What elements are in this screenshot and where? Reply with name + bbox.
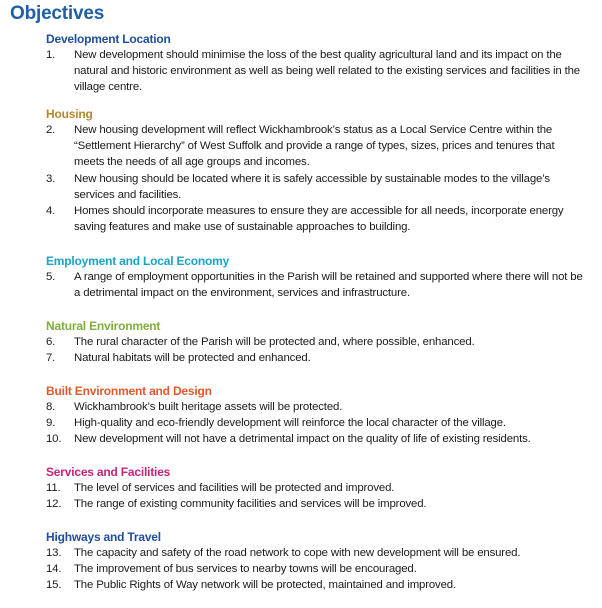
objective-number: 3.: [46, 172, 56, 185]
objective-text: New development should minimise the loss of the best quality agricultural land and its impact on the natural and historic environment as well as being well related to the existing services and facilities in the village centre.: [74, 49, 580, 94]
objective-item: [46, 415, 586, 431]
objective-text: The Public Rights of Way network will be protected, maintained and improved.: [74, 579, 456, 592]
objective-item: [46, 561, 586, 577]
objective-number: 7.: [46, 352, 56, 365]
objective-number: 10.: [46, 433, 62, 446]
section-heading: Natural Environment: [46, 319, 161, 333]
objective-item: [46, 399, 586, 415]
objective-text: New housing should be located where it is safely accessible by sustainable modes to the village’s services and facilities.: [74, 172, 550, 201]
objective-item: [46, 334, 586, 350]
objective-text: The capacity and safety of the road network to cope with new development will be ensured.: [74, 547, 521, 559]
section-heading: Housing: [46, 107, 93, 121]
objective-item: [46, 545, 586, 561]
objective-item: [46, 47, 586, 96]
objective-item: [46, 122, 586, 171]
section-employment: [46, 253, 586, 301]
objective-number: 6.: [46, 336, 56, 348]
objective-text: Wickhambrook’s built heritage assets will be protected.: [74, 401, 343, 413]
section-heading: Services and Facilities: [46, 465, 171, 479]
objective-text: New housing development will reflect Wickhambrook’s status as a Local Service Centre within the “Settlement Hierarchy” of West Suffolk and provide a range of types, sizes, prices and tenures that meets the needs of all age groups and incomes.: [74, 124, 555, 169]
section-development-location: [46, 31, 586, 96]
objective-text: The level of services and facilities will be protected and improved.: [74, 482, 395, 494]
objective-number: 8.: [46, 401, 56, 413]
objective-item: [46, 577, 586, 593]
objective-number: 4.: [46, 205, 56, 218]
objective-number: 13.: [46, 547, 62, 559]
objective-text: The rural character of the Parish will be protected and, where possible, enhanced.: [74, 336, 475, 348]
objective-text: The range of existing community facilities and services will be improved.: [74, 498, 427, 511]
objective-item: [46, 350, 586, 366]
section-housing: [46, 106, 586, 235]
objective-item: [46, 171, 586, 203]
objective-number: 5.: [46, 271, 56, 283]
objective-item: [46, 269, 586, 301]
objective-number: 1.: [46, 49, 56, 61]
objective-number: 14.: [46, 563, 62, 576]
section-heading: Development Location: [46, 32, 171, 46]
section-highways-travel: [46, 529, 586, 594]
objective-text: High-quality and eco-friendly development will reinforce the local character of the village.: [74, 417, 506, 430]
objective-number: 2.: [46, 124, 56, 136]
objective-text: Natural habitats will be protected and enhanced.: [74, 352, 311, 365]
objective-text: A range of employment opportunities in the Parish will be retained and supported where there will not be a detrimental impact on the environment, services and infrastructure.: [74, 271, 583, 300]
objective-text: The improvement of bus services to nearby towns will be encouraged.: [74, 563, 417, 576]
objective-number: 15.: [46, 579, 62, 592]
section-heading: Built Environment and Design: [46, 384, 212, 398]
objective-item: [46, 431, 586, 447]
objective-number: 9.: [46, 417, 56, 430]
section-built-environment: [46, 383, 586, 448]
objective-text: New development will not have a detrimental impact on the quality of life of existing residents.: [74, 433, 531, 446]
objective-item: [46, 480, 586, 496]
objective-number: 12.: [46, 498, 62, 511]
section-services-facilities: [46, 464, 586, 512]
page-title: Objectives: [10, 3, 105, 24]
objective-item: [46, 496, 586, 512]
objective-item: [46, 203, 586, 235]
section-natural-environment: [46, 318, 586, 366]
objective-number: 11.: [46, 482, 61, 494]
section-heading: Employment and Local Economy: [46, 254, 230, 268]
objective-text: Homes should incorporate measures to ensure they are accessible for all needs, incorporate energy saving features and make use of sustainable approaches to building.: [74, 205, 564, 234]
section-heading: Highways and Travel: [46, 530, 161, 544]
